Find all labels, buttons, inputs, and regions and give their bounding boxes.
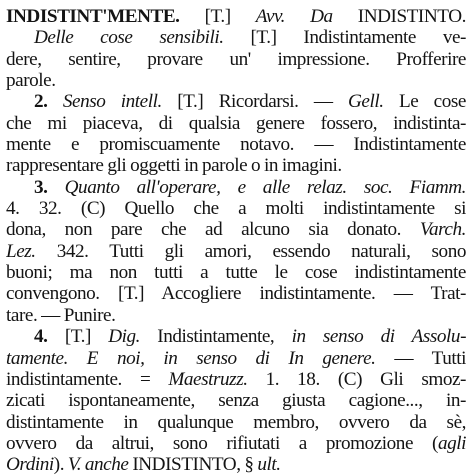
text-segment: Senso intell. — [62, 91, 162, 113]
entry-body — [6, 27, 466, 475]
text-segment: Delle cose sensibili. — [34, 27, 224, 49]
text-segment: Le cose — [383, 91, 466, 113]
text-segment: distintamente in qualunque membro, ovvero da sè, — [6, 411, 466, 433]
text-segment: ovvero da altrui, sono rifiutati a promozione ( — [6, 432, 438, 454]
text-segment: tare. — Punire. — [6, 304, 116, 326]
entry-line — [6, 27, 466, 48]
text-segment: dona, non pare che ad alcuno sia donato. — [6, 219, 420, 241]
text-segment: buoni; ma non tutti a tutte le cose indistintamente — [6, 262, 466, 284]
text-segment: 342. Tutti gli amori, essendo naturali, sono — [35, 240, 466, 262]
origin-word: INDISTINTO. — [357, 6, 466, 27]
entry-line — [6, 91, 466, 112]
text-segment: zicati ispontaneamente, senza giusta cagione..., in- — [6, 390, 466, 412]
text-segment: rappresentare gli oggetti in parole o in imagini. — [6, 155, 342, 177]
text-segment: Indistintamente, — [139, 326, 292, 348]
text-segment: Gell. — [347, 91, 384, 113]
entry-line — [6, 177, 466, 198]
text-segment: che mi piaceva, di qualsia genere fossero, indistinta- — [6, 112, 466, 134]
text-segment: 4. 32. (C) Quello che a molti indistintamente si — [6, 198, 466, 220]
entry-line — [6, 454, 466, 475]
entry-line — [6, 198, 466, 219]
entry-line — [6, 70, 466, 91]
entry-line — [6, 49, 466, 70]
text-segment: convengono. [T.] Accogliere indistintamente. — Trat- — [6, 283, 466, 305]
text-segment: Maestruzz. — [168, 368, 248, 390]
entry-line — [6, 348, 466, 369]
part-of-speech: Avv. Da — [255, 6, 333, 27]
text-segment: 4. — [34, 326, 65, 348]
entry-head-line — [6, 6, 466, 27]
text-segment: tamente. E noi, in senso di In genere. — [6, 347, 376, 369]
text-segment: — Tutti — [375, 347, 466, 369]
entry-line — [6, 326, 466, 347]
entry-line — [6, 219, 466, 240]
entry-line — [6, 412, 466, 433]
editor-tag: [T.] — [204, 6, 231, 27]
text-segment: dere, sentire, provare un' impressione. Profferire — [6, 48, 466, 70]
entry-line — [6, 134, 466, 155]
text-segment: ult. — [257, 454, 281, 476]
text-segment: ). — [53, 454, 68, 476]
text-segment: parole. — [6, 70, 56, 92]
headword: INDISTINT'MENTE. — [6, 6, 180, 27]
entry-line — [6, 283, 466, 304]
text-segment: indistintamente. = — [6, 368, 169, 390]
text-segment: Dig. — [108, 326, 140, 348]
text-segment: Lez. — [6, 240, 36, 262]
text-segment: Quanto all'operare, e alle relaz. soc. Fiamm. — [64, 176, 466, 198]
entry-line — [6, 433, 466, 454]
entry-line — [6, 155, 466, 176]
entry-line — [6, 113, 466, 134]
text-segment: Ordini — [6, 454, 54, 476]
entry-line — [6, 305, 466, 326]
text-segment: [T.] — [64, 326, 109, 348]
text-segment: [T.] Ricordarsi. — — [161, 91, 348, 113]
text-segment: , § — [236, 454, 258, 476]
text-segment: V. anche — [67, 454, 129, 476]
text-segment: 2. — [34, 91, 63, 113]
text-segment: 3. — [34, 176, 65, 198]
entry-line — [6, 369, 466, 390]
entry-line — [6, 241, 466, 262]
entry-line — [6, 390, 466, 411]
text-segment: 1. 18. (C) Gli smoz- — [247, 368, 466, 390]
text-segment: mente e promiscuamente notavo. — Indistintamente — [6, 134, 466, 156]
entry-line — [6, 262, 466, 283]
text-segment: INDISTINTO — [128, 454, 237, 476]
text-segment: agli — [437, 432, 466, 454]
text-segment: in senso di Assolu- — [291, 326, 466, 348]
text-segment: [T.] Indistintamente ve- — [223, 27, 466, 49]
text-segment: Varch. — [419, 219, 466, 241]
